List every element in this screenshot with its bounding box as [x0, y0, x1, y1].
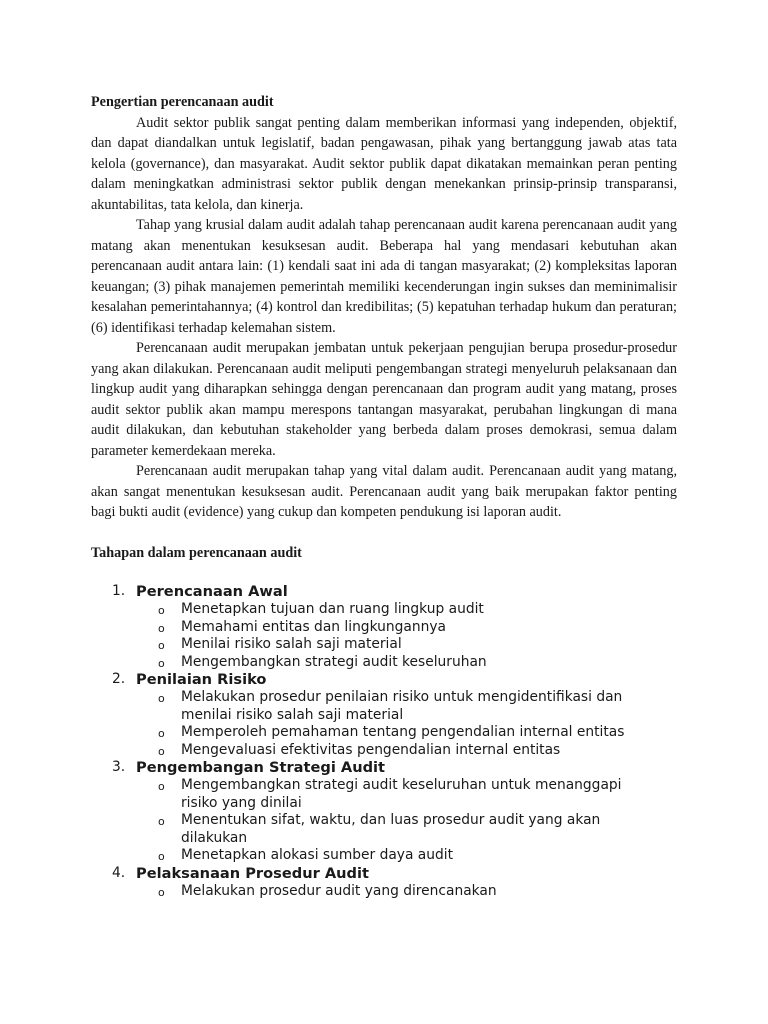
step-number: 2. [112, 671, 126, 688]
circle-bullet-icon: o [158, 621, 165, 635]
list-item-step-1 [91, 583, 677, 671]
list-item-text: Mengembangkan strategi audit keseluruhan untuk menanggapi risiko yang dinilai [181, 777, 622, 811]
list-item-text: Melakukan prosedur audit yang direncanakan [181, 882, 497, 899]
list-item [136, 654, 651, 671]
step-number: 4. [112, 864, 126, 881]
circle-bullet-icon: o [158, 815, 165, 829]
list-item-step-4 [91, 865, 677, 901]
paragraph: Tahap yang krusial dalam audit adalah tahap perencanaan audit karena perencanaan audit yang matang akan menentukan kesuksesan audit. Beberapa hal yang mendasari kebutuhan akan perencanaan audit antara lain: (1) kendali saat ini ada di tangan masyarakat; (2) kompleksitas laporan keuangan; (3) pihak manajemen pemerintah memiliki kecenderungan ingin sukses dan meminimalisir kesalahan pemerintahannya; (4) kontrol dan kredibilitas; (5) kepatuhan terhadap hukum dan peraturan; (6) identifikasi terhadap kelemahan sistem. [91, 217, 677, 336]
list-item [136, 847, 651, 864]
step-title: Pengembangan Strategi Audit [136, 759, 386, 777]
list-item-text: Memahami entitas dan lingkungannya [181, 618, 446, 635]
list-item-text: Melakukan prosedur penilaian risiko untuk mengidentifikasi dan menilai risiko salah saji material [181, 689, 623, 723]
paragraph: Audit sektor publik sangat penting dalam memberikan informasi yang independen, objektif, dan dapat diandalkan untuk legislatif, badan pengawasan, pihak yang bertanggung jawab atas tata kelola (governance), dan masyarakat. Audit sektor publik dapat dikatakan memainkan peran penting dalam meningkatkan administrasi sektor publik dengan menekankan prinsip-prinsip transparansi, akuntabilitas, tata kelola, dan kinerja. [91, 114, 677, 213]
list-item-text: Mengembangkan strategi audit keseluruhan [181, 653, 487, 670]
list-item-text: Menilai risiko salah saji material [181, 636, 402, 653]
list-item-text: Memperoleh pemahaman tentang pengendalian internal entitas [181, 724, 625, 741]
list-item [136, 636, 651, 653]
list-item [136, 777, 651, 812]
step-title: Penilaian Risiko [136, 671, 267, 689]
list-item-text: Menentukan sifat, waktu, dan luas prosedur audit yang akan dilakukan [181, 812, 601, 846]
sub-list [136, 883, 677, 900]
list-item [136, 689, 651, 724]
circle-bullet-icon: o [158, 639, 165, 653]
section-title-tahapan: Tahapan dalam perencanaan audit [91, 544, 302, 561]
sub-list [136, 689, 677, 759]
list-item [136, 619, 651, 636]
circle-bullet-icon: o [158, 744, 165, 758]
section-title-pengertian: Pengertian perencanaan audit [91, 94, 274, 110]
circle-bullet-icon: o [158, 727, 165, 741]
steps-list [91, 583, 677, 900]
circle-bullet-icon: o [158, 885, 165, 899]
document-page [91, 92, 677, 900]
list-item-step-3 [91, 759, 677, 864]
list-item [136, 601, 651, 618]
list-item [136, 724, 651, 741]
circle-bullet-icon: o [158, 780, 165, 794]
list-item-text: Menetapkan alokasi sumber daya audit [181, 847, 454, 864]
step-number: 1. [112, 583, 126, 599]
list-item-step-2 [91, 671, 677, 759]
circle-bullet-icon: o [158, 656, 165, 670]
step-title: Pelaksanaan Prosedur Audit [136, 864, 369, 882]
paragraph: Perencanaan audit merupakan tahap yang vital dalam audit. Perencanaan audit yang matang, akan sangat menentukan kesuksesan audit. Perencanaan audit yang baik merupakan faktor penting bagi bukti audit (evidence) yang cukup dan kompeten pendukung isi laporan audit. [91, 463, 677, 520]
sub-list [136, 601, 677, 671]
list-item [136, 742, 651, 759]
circle-bullet-icon: o [158, 850, 165, 864]
list-item [136, 883, 651, 900]
list-item-text: Menetapkan tujuan dan ruang lingkup audit [181, 601, 484, 618]
paragraph: Perencanaan audit merupakan jembatan untuk pekerjaan pengujian berupa prosedur-prosedur yang akan dilakukan. Perencanaan audit meliputi pengembangan strategi menyeluruh pelaksanaan dan lingkup audit yang diharapkan sehingga dengan perencanaan dan program audit yang matang, proses audit sektor publik akan mampu merespons tantangan masyarakat, perubahan lingkungan di mana audit dilakukan, dan kebutuhan stakeholder yang berbeda dalam proses demokrasi, semua dalam parameter kemerdekaan mereka. [91, 340, 677, 459]
circle-bullet-icon: o [158, 604, 165, 618]
list-item [136, 812, 651, 847]
sub-list [136, 777, 677, 864]
list-item-text: Mengevaluasi efektivitas pengendalian internal entitas [181, 741, 561, 758]
step-title: Perencanaan Awal [136, 583, 288, 600]
step-number: 3. [112, 759, 126, 776]
circle-bullet-icon: o [158, 692, 165, 706]
